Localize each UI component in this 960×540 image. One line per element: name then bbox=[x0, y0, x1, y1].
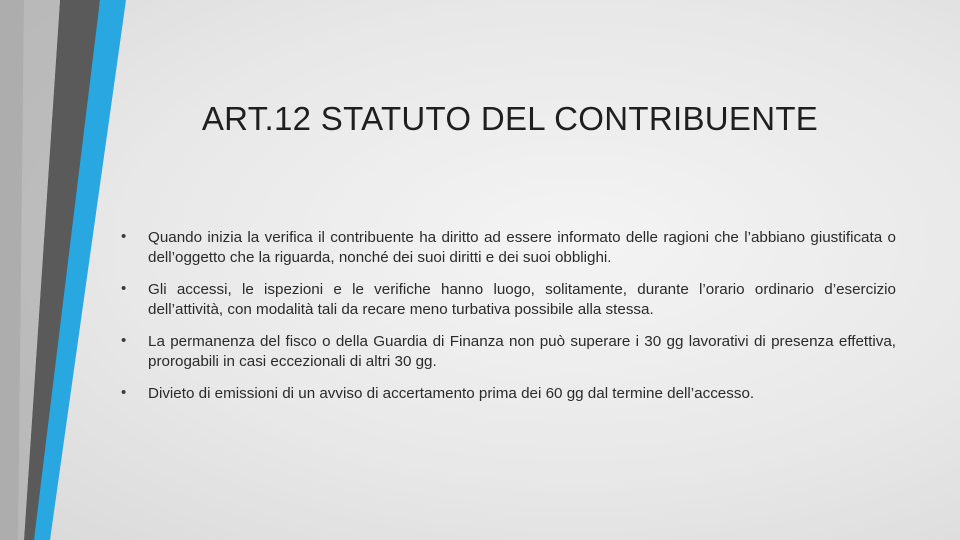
slide-content bbox=[118, 228, 896, 416]
bullet-icon: • bbox=[121, 384, 127, 401]
bullet-item bbox=[118, 384, 896, 404]
bullet-icon: • bbox=[121, 228, 127, 245]
bullet-item bbox=[118, 280, 896, 320]
bullet-text: Quando inizia la verifica il contribuente ha diritto ad essere informato delle ragioni che l’abbiano giustificata o dell’oggetto che la riguarda, nonché dei suoi diritti e dei suoi obblighi. bbox=[148, 229, 896, 266]
bullet-list bbox=[118, 228, 896, 404]
bullet-item bbox=[118, 332, 896, 372]
slide-title: ART.12 STATUTO DEL CONTRIBUENTE bbox=[201, 100, 819, 137]
bullet-text: Gli accessi, le ispezioni e le verifiche hanno luogo, solitamente, durante l’orario ordinario d’esercizio dell’attività, con modalità tali da recare meno turbativa possibile alla stessa. bbox=[148, 281, 896, 318]
bullet-text: La permanenza del fisco o della Guardia di Finanza non può superare i 30 gg lavorativi di presenza effettiva, prorogabili in casi eccezionali di altri 30 gg. bbox=[148, 333, 896, 370]
bullet-icon: • bbox=[121, 332, 127, 349]
bullet-item bbox=[118, 228, 896, 268]
bullet-text: Divieto di emissioni di un avviso di accertamento prima dei 60 gg dal termine dell’accesso. bbox=[148, 385, 755, 402]
bullet-icon: • bbox=[121, 280, 127, 297]
